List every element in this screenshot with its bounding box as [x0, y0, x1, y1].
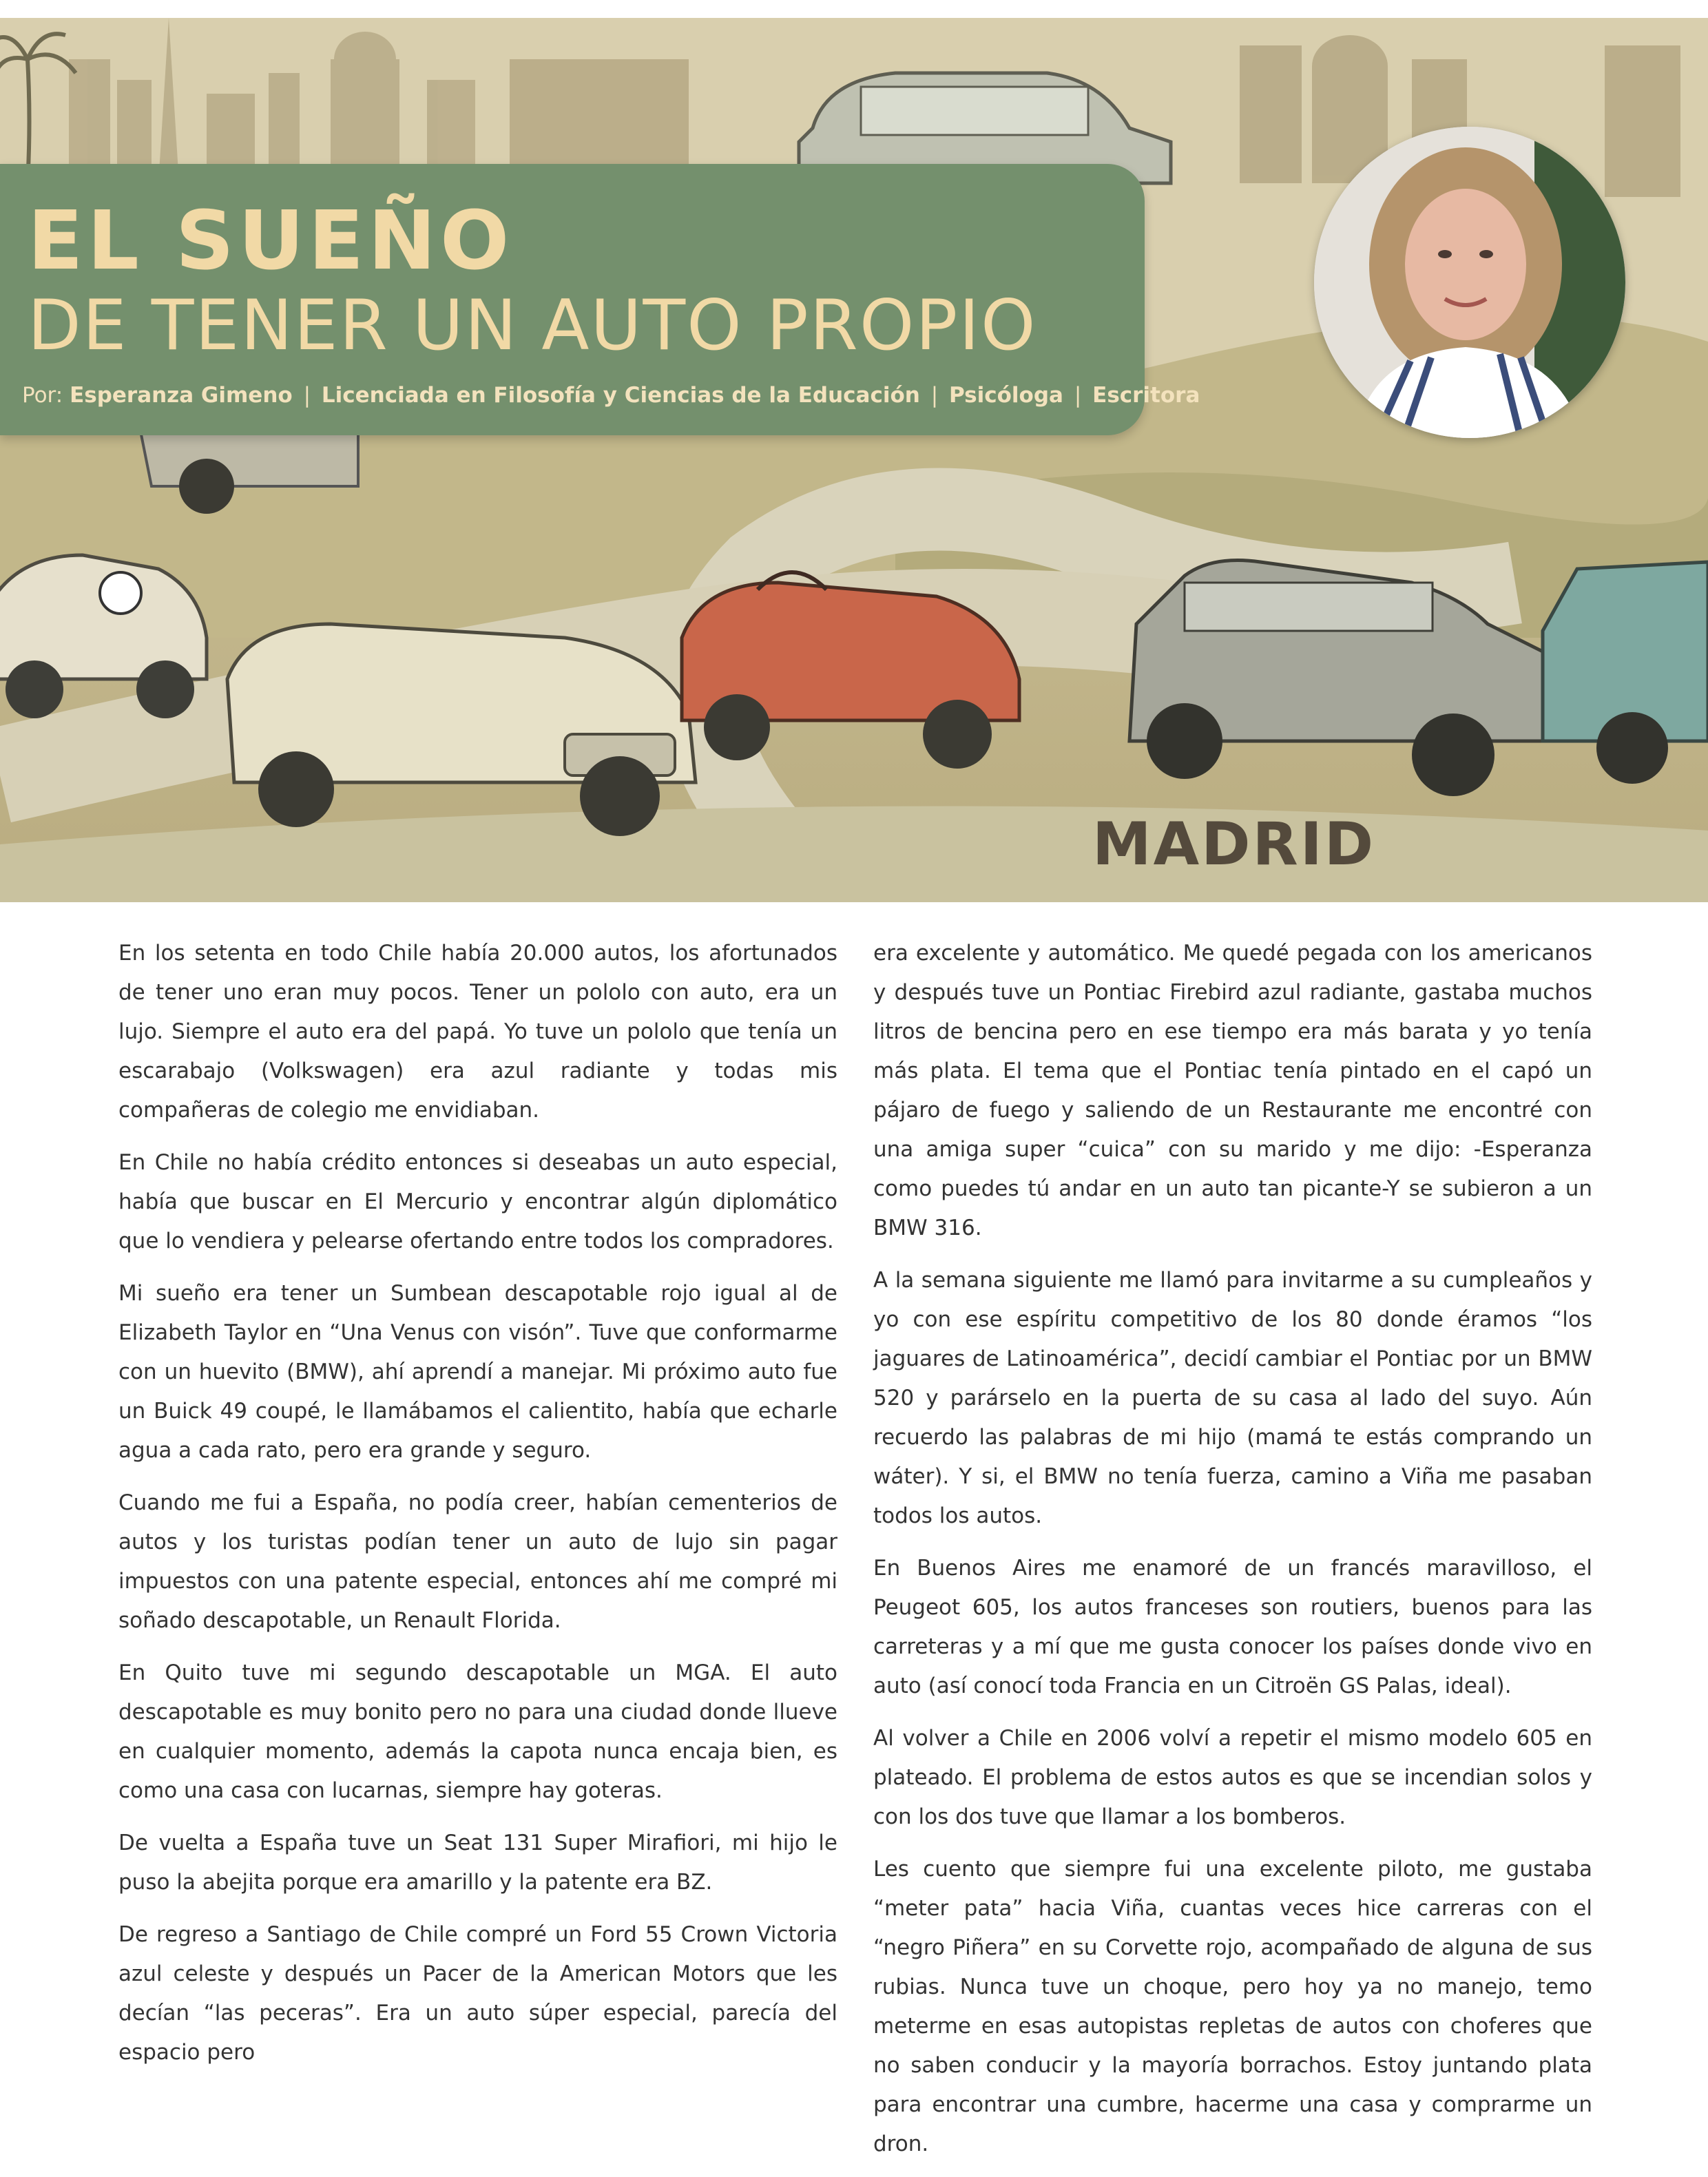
- author-profession: Psicóloga: [949, 383, 1063, 408]
- byline-label: Por:: [22, 383, 63, 408]
- paragraph: era excelente y automático. Me quedé pegada con los americanos y después tuve un Pontiac Firebird azul radiante, gastaba muchos litros de bencina pero en ese tiempo era más barata y yo tenía más plata. El tema que el Pontiac tenía pintado en el capó un pájaro de fuego y saliendo de un Restaurante me encontré con una amiga super “cuica” con su marido y me dijo: -Esperanza como puedes tú andar en un auto tan picante-Y se subieron a un BMW 316.: [873, 941, 1592, 1240]
- author-byline: [22, 383, 1200, 408]
- byline-separator: |: [1074, 383, 1082, 408]
- city-label: MADRID: [1092, 810, 1376, 879]
- car-teal: [1543, 562, 1708, 784]
- paragraph: En los setenta en todo Chile había 20.000 autos, los afortunados de tener uno eran muy pocos. Tener un pololo con auto, era un lujo. Siempre el auto era del papá. Yo tuve un pololo que tenía un escarabajo (Volkswagen) era azul radiante y todas mis compañeras de colegio me envidiaban.: [118, 941, 837, 1123]
- paragraph: A la semana siguiente me llamó para invitarme a su cumpleaños y yo con ese espíritu competitivo de los 80 donde éramos “los jaguares de Latinoamérica”, decidí cambiar el Pontiac por un BMW 520 y parárselo en la puerta de su casa al lado del suyo. Aún recuerdo las palabras de mi hijo (mamá te estás comprando un wáter). Y si, el BMW no tenía fuerza, camino a Viña me pasaban todos los autos.: [873, 1268, 1592, 1528]
- byline-separator: |: [303, 383, 311, 408]
- article-column-left: [118, 934, 837, 2085]
- paragraph: Al volver a Chile en 2006 volví a repetir el mismo modelo 605 en plateado. El problema de estos autos es que se incendian solos y con los dos tuve que llamar a los bomberos.: [873, 1726, 1592, 1829]
- article-title: EL SUEÑO: [28, 193, 514, 288]
- article-column-right: [873, 934, 1592, 2177]
- title-panel: [0, 164, 1200, 435]
- car-race-white: [0, 555, 207, 718]
- paragraph: En Buenos Aires me enamoré de un francés maravilloso, el Peugeot 605, los autos franceses son routiers, buenos para las carreteras y a mí que me gusta conocer los países donde vivo en auto (así conocí toda Francia en un Citroën GS Palas, ideal).: [873, 1556, 1592, 1698]
- paragraph: De vuelta a España tuve un Seat 131 Super Mirafiori, mi hijo le puso la abejita porque era amarillo y la patente era BZ.: [118, 1831, 837, 1895]
- author-name: Esperanza Gimeno: [70, 383, 293, 408]
- author-role: Escritora: [1092, 383, 1200, 408]
- article-subtitle: DE TENER UN AUTO PROPIO: [28, 284, 1037, 366]
- paragraph: Les cuento que siempre fui una excelente piloto, me gustaba “meter pata” hacia Viña, cuantas veces hice carreras con el “negro Piñera” en su Corvette rojo, acompañado de alguna de sus rubias. Nunca tuve un choque, pero hoy ya no manejo, temo meterme en esas autopistas repletas de autos con choferes que no saben conducir y la mayoría borrachos. Estoy juntando plata para encontrar una cumbre, hacerme una casa y comprarme un dron.: [873, 1857, 1592, 2156]
- paragraph: En Chile no había crédito entonces si deseabas un auto especial, había que buscar en El Mercurio y encontrar algún diplomático que lo vendiera y pelearse ofertando entre todos los compradores.: [118, 1150, 837, 1253]
- car-convertible-cream: [227, 624, 696, 836]
- author-portrait: [1314, 127, 1625, 438]
- paragraph: Cuando me fui a España, no podía creer, habían cementerios de autos y los turistas podían tener un auto de lujo sin pagar impuestos con una patente especial, entonces ahí me compré mi soñado descapotable, un Renault Florida.: [118, 1490, 837, 1633]
- paragraph: De regreso a Santiago de Chile compré un Ford 55 Crown Victoria azul celeste y después un Pacer de la American Motors que les decían “las peceras”. Era un auto súper especial, parecía del espacio pero: [118, 1922, 837, 2065]
- byline-separator: |: [930, 383, 939, 408]
- author-degree: Licenciada en Filosofía y Ciencias de la Educación: [321, 383, 920, 408]
- paragraph: En Quito tuve mi segundo descapotable un MGA. El auto descapotable es muy bonito pero no para una ciudad donde llueve en cualquier momento, además la capota nunca encaja bien, es como una casa con lucarnas, siempre hay goteras.: [118, 1660, 837, 1803]
- hero-illustration: [0, 18, 1708, 902]
- paragraph: Mi sueño era tener un Sumbean descapotable rojo igual al de Elizabeth Taylor en “Una Venus con visón”. Tuve que conformarme con un huevito (BMW), ahí aprendí a manejar. Mi próximo auto fue un Buick 49 coupé, le llamábamos el calientito, había que echarle agua a cada rato, pero era grande y seguro.: [118, 1281, 837, 1463]
